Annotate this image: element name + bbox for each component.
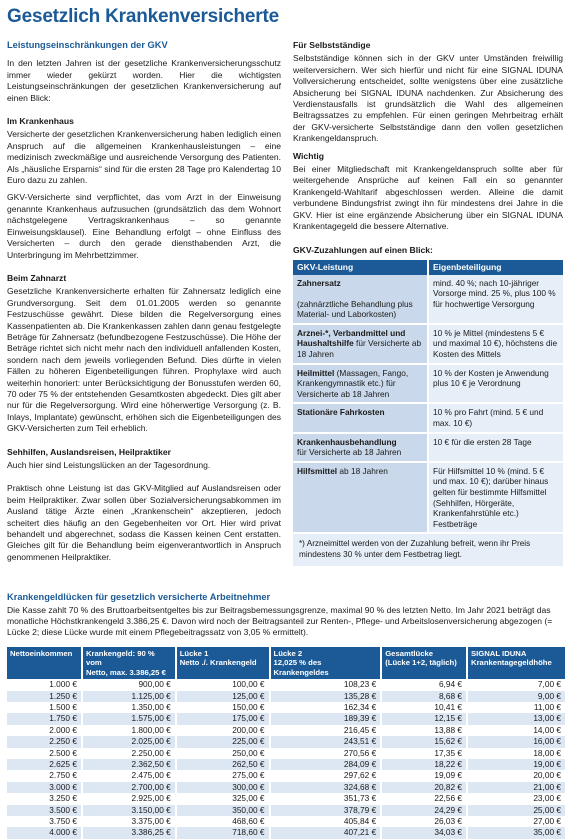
- table-header: Eigenbeteiligung: [428, 260, 563, 275]
- table-cell: 2.750 €: [7, 770, 82, 781]
- table-cell: 900,00 €: [82, 679, 176, 690]
- header-main: Gesamtlücke: [385, 648, 434, 658]
- table-cell: 100,00 €: [176, 679, 270, 690]
- table-cell: 351,73 €: [270, 793, 382, 804]
- table-cell: 24,29 €: [381, 805, 467, 816]
- table-row: [7, 691, 566, 702]
- row-label: Heilmittel: [297, 367, 335, 378]
- table-cell: 275,00 €: [176, 770, 270, 781]
- row-value: 10 % je Mittel (mindestens 5 € und maximal 10 €), höchstens die Kosten des Mittels: [428, 324, 563, 364]
- table-cell: 14,00 €: [467, 725, 566, 736]
- table-cell: 1.000 €: [7, 679, 82, 690]
- table-cell: 175,00 €: [176, 713, 270, 724]
- table-cell: 189,39 €: [270, 713, 382, 724]
- table-header: GKV-Leistung: [293, 260, 428, 275]
- table-cell: 162,34 €: [270, 702, 382, 713]
- header-sub: 12,025 % des Krankengeldes: [273, 658, 329, 677]
- intro-paragraph: In den letzten Jahren ist der gesetzliche Krankenversicherungsschutz immer wieder gekürzt worden. Hier die wichtigsten Leistungseinschränkungen der gesetzlichen Krankenversicherung auf einen Blick:: [7, 58, 281, 103]
- table-cell: 2.625 €: [7, 759, 82, 770]
- table-cell: 200,00 €: [176, 725, 270, 736]
- table-cell: 407,21 €: [270, 827, 382, 838]
- table-cell: 325,00 €: [176, 793, 270, 804]
- table-cell: 108,23 €: [270, 679, 382, 690]
- paragraph-wichtig: Bei einer Mitgliedschaft mit Krankengeldanspruch sollte aber für weitergehende Ansprüche auf keinen Fall ein so genannter Krankengeld-Wahltarif abgeschlossen werden. Alleine die damit verbundene Bindungsfrist zwingt ihn für mindestens drei Jahre in die GKV. Hier ist eine ergänzende Absicherung über ein SIGNAL IDUNA Krankentagegeld die bessere Alternative.: [293, 164, 563, 232]
- table-row: [293, 462, 563, 534]
- table-cell: 6,94 €: [381, 679, 467, 690]
- heading-sehhilfen: Sehhilfen, Auslandsreisen, Heilpraktiker: [7, 446, 171, 457]
- heading-wichtig: Wichtig: [293, 150, 324, 161]
- table-cell: 3.750 €: [7, 816, 82, 827]
- table-row: [293, 364, 563, 404]
- table-cell: 2.500 €: [7, 748, 82, 759]
- heading-zahnarzt: Beim Zahnarzt: [7, 272, 67, 283]
- table-row: [7, 816, 566, 827]
- table-row: [7, 713, 566, 724]
- table-cell: 3.250 €: [7, 793, 82, 804]
- table-cell: 243,51 €: [270, 736, 382, 747]
- table-cell: 3.150,00 €: [82, 805, 176, 816]
- table-cell: 2.362,50 €: [82, 759, 176, 770]
- table-cell: 125,00 €: [176, 691, 270, 702]
- table-cell: 2.700,00 €: [82, 782, 176, 793]
- table-cell: 18,22 €: [381, 759, 467, 770]
- row-detail: (Massagen, Fango, Krankengymnastik etc.) für Versicherte ab 18 Jahren: [297, 367, 409, 399]
- table-row: [7, 748, 566, 759]
- table-row: [7, 702, 566, 713]
- row-label: Hilfsmittel: [297, 465, 338, 476]
- table-cell: 22,56 €: [381, 793, 467, 804]
- header-sub: Netto, max. 3.386,25 €: [85, 667, 166, 677]
- table-cell: 10,41 €: [381, 702, 467, 713]
- table-cell: 25,00 €: [467, 805, 566, 816]
- table-cell: 2.025,00 €: [82, 736, 176, 747]
- paragraph-krankenhaus-1: Versicherte der gesetzlichen Krankenversicherung haben lediglich einen Anspruch auf die allgemeinen Krankenhausleistungen – eine medizinisch zweckmäßige und ausreichende Versorgung des Patienten. Als „häusliche Ersparnis“ sind für die ersten 28 Tage pro Kalendertag 10 Euro dazu zu zahlen.: [7, 129, 281, 186]
- heading-zuzahlungen: GKV-Zuzahlungen auf einen Blick:: [293, 244, 433, 255]
- gkv-zuzahlungen-table: [293, 260, 563, 534]
- table-row: [7, 782, 566, 793]
- row-value: 10 % pro Fahrt (mind. 5 € und max. 10 €): [428, 403, 563, 432]
- row-detail: für Versicherte ab 18 Jahren: [297, 338, 422, 360]
- table-cell: 300,00 €: [176, 782, 270, 793]
- left-column: [7, 40, 281, 569]
- table-cell: 2.925,00 €: [82, 793, 176, 804]
- krankengeld-heading: Krankengeldlücken für gesetzlich versicherte Arbeitnehmer: [7, 592, 271, 602]
- table-row: [293, 275, 563, 324]
- paragraph-zahnarzt: Gesetzliche Krankenversicherte erhalten für Zahnersatz lediglich eine Grundversorgung. Seit dem 01.01.2005 werden so genannte Festzuschüsse gewährt. Diese bilden die Regelversorgung eines Kassenpatienten ab. Die Krankenkassen zahlen dann genau festgelegte Beträge für Zahnersatz (befundbezogene Festzuschüsse). Die Höhe der Beträge richtet sich nicht mehr nach den individuell anfallenden Kosten, sondern nach dem jeweils vorliegenden Befund. Dies dürfte in vielen Fällen zu höheren Eigenbeteiligungen führen. Prophylaxe wird auch weiterhin honoriert: unter Berücksichtigung der Bonusstufen werden 60, 70 oder 75 % der entstehenden Gesamtkosten abgedeckt. Dies gilt aber nur für die Regelversorgung. Wird eine höherwertige Versorgung (z. B. Inlays, Implantate) gewünscht, erhöhen sich die Eigenbeteiligungen des GKV-Versicherten zum Teil erheblich.: [7, 286, 281, 434]
- table-cell: 150,00 €: [176, 702, 270, 713]
- table-cell: 1.350,00 €: [82, 702, 176, 713]
- table-row: [7, 725, 566, 736]
- table-cell: 3.386,25 €: [82, 827, 176, 838]
- table-cell: 3.000 €: [7, 782, 82, 793]
- table-cell: 3.375,00 €: [82, 816, 176, 827]
- header-main: Nettoeinkommen: [10, 648, 73, 658]
- page-title: Gesetzlich Krankenversicherte: [7, 6, 279, 27]
- row-value: Für Hilfsmittel 10 % (mind. 5 € und max. 10 €); darüber hinaus gelten für bestimmte Hilfsmittel (Sehhilfen, Hörgeräte, Krankenfahrstühle etc.) Festbeträge: [428, 462, 563, 534]
- table-header-row: [7, 647, 566, 680]
- table-cell: 19,09 €: [381, 770, 467, 781]
- table-header: [7, 647, 82, 680]
- paragraph-selbststaendige: Selbstständige können sich in der GKV unter Umständen freiwillig weiterversichern. Wer sich hierfür und nicht für eine SIGNAL IDUNA Vollversicherung entscheidet, sollte wenigstens über eine zusätzliche Absicherung bei SIGNAL IDUNA nachdenken. Zur Absicherung des Verdienstausfalls ist grundsätzlich die Wahl des allgemeinen Beitragssatzes zu empfehlen. Für einen geringen Mehrbeitrag erhält der GKV-versicherte Selbstständige dann den vollen gesetzlichen Krankengeldanspruch.: [293, 53, 563, 144]
- table-cell: 350,00 €: [176, 805, 270, 816]
- table-cell: 1.500 €: [7, 702, 82, 713]
- table-cell: 34,03 €: [381, 827, 467, 838]
- table-row: [7, 827, 566, 838]
- table-row: [293, 324, 563, 364]
- row-detail: ab 18 Jahren: [339, 465, 388, 476]
- table-cell: 35,00 €: [467, 827, 566, 838]
- table-cell: 13,88 €: [381, 725, 467, 736]
- table-cell: 20,00 €: [467, 770, 566, 781]
- table-cell: 225,00 €: [176, 736, 270, 747]
- table-row: [7, 679, 566, 690]
- table-header: [82, 647, 176, 680]
- table-cell: 19,00 €: [467, 759, 566, 770]
- table-cell: 7,00 €: [467, 679, 566, 690]
- row-value: 10 € für die ersten 28 Tage: [428, 433, 563, 462]
- table-cell: 23,00 €: [467, 793, 566, 804]
- table-footnote: *) Arzneimittel werden von der Zuzahlung befreit, wenn ihr Preis mindestens 30 % unter dem Festbetrag liegt.: [293, 534, 563, 566]
- table-cell: 27,00 €: [467, 816, 566, 827]
- table-row: [7, 759, 566, 770]
- table-header: [381, 647, 467, 680]
- table-cell: 1.125,00 €: [82, 691, 176, 702]
- table-cell: 3.500 €: [7, 805, 82, 816]
- table-cell: 17,35 €: [381, 748, 467, 759]
- krankengeld-table: [7, 647, 567, 839]
- table-cell: 13,00 €: [467, 713, 566, 724]
- table-cell: 1.800,00 €: [82, 725, 176, 736]
- table-cell: 250,00 €: [176, 748, 270, 759]
- table-cell: 468,60 €: [176, 816, 270, 827]
- table-cell: 2.250,00 €: [82, 748, 176, 759]
- table-cell: 405,84 €: [270, 816, 382, 827]
- row-label: Arznei-*, Verbandmittel und Haushaltshilfe: [297, 327, 406, 349]
- table-cell: 11,00 €: [467, 702, 566, 713]
- table-header: [270, 647, 382, 680]
- row-value: 10 % der Kosten je Anwendung plus 10 € je Verordnung: [428, 364, 563, 404]
- header-main: Krankengeld: 90 % vom: [85, 648, 155, 668]
- header-sub: Netto ./. Krankengeld: [179, 658, 257, 668]
- table-cell: 18,00 €: [467, 748, 566, 759]
- table-cell: 15,62 €: [381, 736, 467, 747]
- table-cell: 4.000 €: [7, 827, 82, 838]
- table-cell: 216,45 €: [270, 725, 382, 736]
- table-cell: 378,79 €: [270, 805, 382, 816]
- table-cell: 8,68 €: [381, 691, 467, 702]
- paragraph-sehhilfen-1: Auch hier sind Leistungslücken an der Tagesordnung.: [7, 460, 211, 470]
- table-header: [176, 647, 270, 680]
- header-main: Lücke 1: [179, 648, 209, 658]
- row-detail: für Versicherte ab 18 Jahren: [297, 447, 402, 458]
- table-cell: 2.475,00 €: [82, 770, 176, 781]
- table-row: [7, 793, 566, 804]
- table-cell: 1.250 €: [7, 691, 82, 702]
- row-label: Stationäre Fahrkosten: [297, 407, 385, 418]
- table-cell: 1.750 €: [7, 713, 82, 724]
- table-row: [293, 433, 563, 462]
- header-sub: Krankentagegeldhöhe: [471, 658, 552, 668]
- heading-krankenhaus: Im Krankenhaus: [7, 116, 74, 127]
- row-label: Zahnersatz: [297, 277, 341, 288]
- table-cell: 2.000 €: [7, 725, 82, 736]
- table-cell: 718,60 €: [176, 827, 270, 838]
- row-value: mind. 40 %; nach 10-jähriger Vorsorge mind. 25 %, plus 100 % für hochwertige Versorgung: [428, 275, 563, 324]
- table-cell: 324,68 €: [270, 782, 382, 793]
- row-label: Krankenhausbehandlung: [297, 436, 397, 447]
- paragraph-krankenhaus-2: GKV-Versicherte sind verpflichtet, das vom Arzt in der Einweisung genannte Krankenhaus aufzusuchen (grundsätzlich das dem Wohnort nächstgelegene Vertragskrankenhaus – so genannte Einweisungsklausel). Eine Behandlung erfolgt – ohne Einfluss des Versicherten – durch den gerade diensthabenden Arzt, die Unterbringung im Mehrbettzimmer.: [7, 192, 281, 260]
- heading-selbststaendige: Für Selbstständige: [293, 40, 371, 50]
- row-detail: (zahnärztliche Behandlung plus Material- und Laborkosten): [297, 298, 413, 320]
- header-sub: [10, 658, 78, 668]
- table-cell: 270,56 €: [270, 748, 382, 759]
- right-column: [293, 40, 563, 566]
- paragraph-sehhilfen-2: Praktisch ohne Leistung ist das GKV-Mitglied auf Auslandsreisen oder beim Heilpraktiker. Zwar sollen über Sozialversicherungsabkommen im Ausland tätige Ärzte einen „Krankenschein“ akzeptieren, jedoch scheitert dies häufig an den Gegebenheiten vor Ort. Hier wird privat behandelt und abgerechnet, sodass die Kassen keinen Cent erstatten. Gleiches gilt für die Behandlung beim eigenverantwortlich in Anspruch genommenen Heilpraktiker.: [7, 483, 281, 562]
- table-cell: 135,28 €: [270, 691, 382, 702]
- table-header: [467, 647, 566, 680]
- table-cell: 20,82 €: [381, 782, 467, 793]
- table-cell: 16,00 €: [467, 736, 566, 747]
- table-cell: 26,03 €: [381, 816, 467, 827]
- table-row: [7, 736, 566, 747]
- table-cell: 12,15 €: [381, 713, 467, 724]
- header-main: Lücke 2: [273, 648, 303, 658]
- table-cell: 21,00 €: [467, 782, 566, 793]
- header-main: SIGNAL IDUNA: [471, 648, 527, 658]
- krankengeld-text: Die Kasse zahlt 70 % des Bruttoarbeitsentgeltes bis zur Beitragsbemessungsgrenze, maximal 90 % des letzten Netto. Im Jahr 2021 beträgt das monatliche Höchstkrankengeld 3.386,25 €. Davon wird noch der Beitragsanteil zur Renten-, Pflege- und Arbeitslosenversicherung abgezogen (= Lücke 2; diese Lücke wurde mit einem Pflegebeitragssatz von 3,05 % ermittelt).: [7, 605, 553, 638]
- table-row: [7, 770, 566, 781]
- krankengeld-section: [7, 592, 567, 839]
- table-cell: 1.575,00 €: [82, 713, 176, 724]
- table-cell: 2.250 €: [7, 736, 82, 747]
- table-cell: 262,50 €: [176, 759, 270, 770]
- header-sub: (Lücke 1+2, täglich): [385, 658, 457, 668]
- table-cell: 297,62 €: [270, 770, 382, 781]
- table-cell: 9,00 €: [467, 691, 566, 702]
- section-subheading: Leistungseinschränkungen der GKV: [7, 40, 168, 50]
- table-cell: 284,09 €: [270, 759, 382, 770]
- table-row: [293, 403, 563, 432]
- table-row: [7, 805, 566, 816]
- table-body: [7, 679, 566, 839]
